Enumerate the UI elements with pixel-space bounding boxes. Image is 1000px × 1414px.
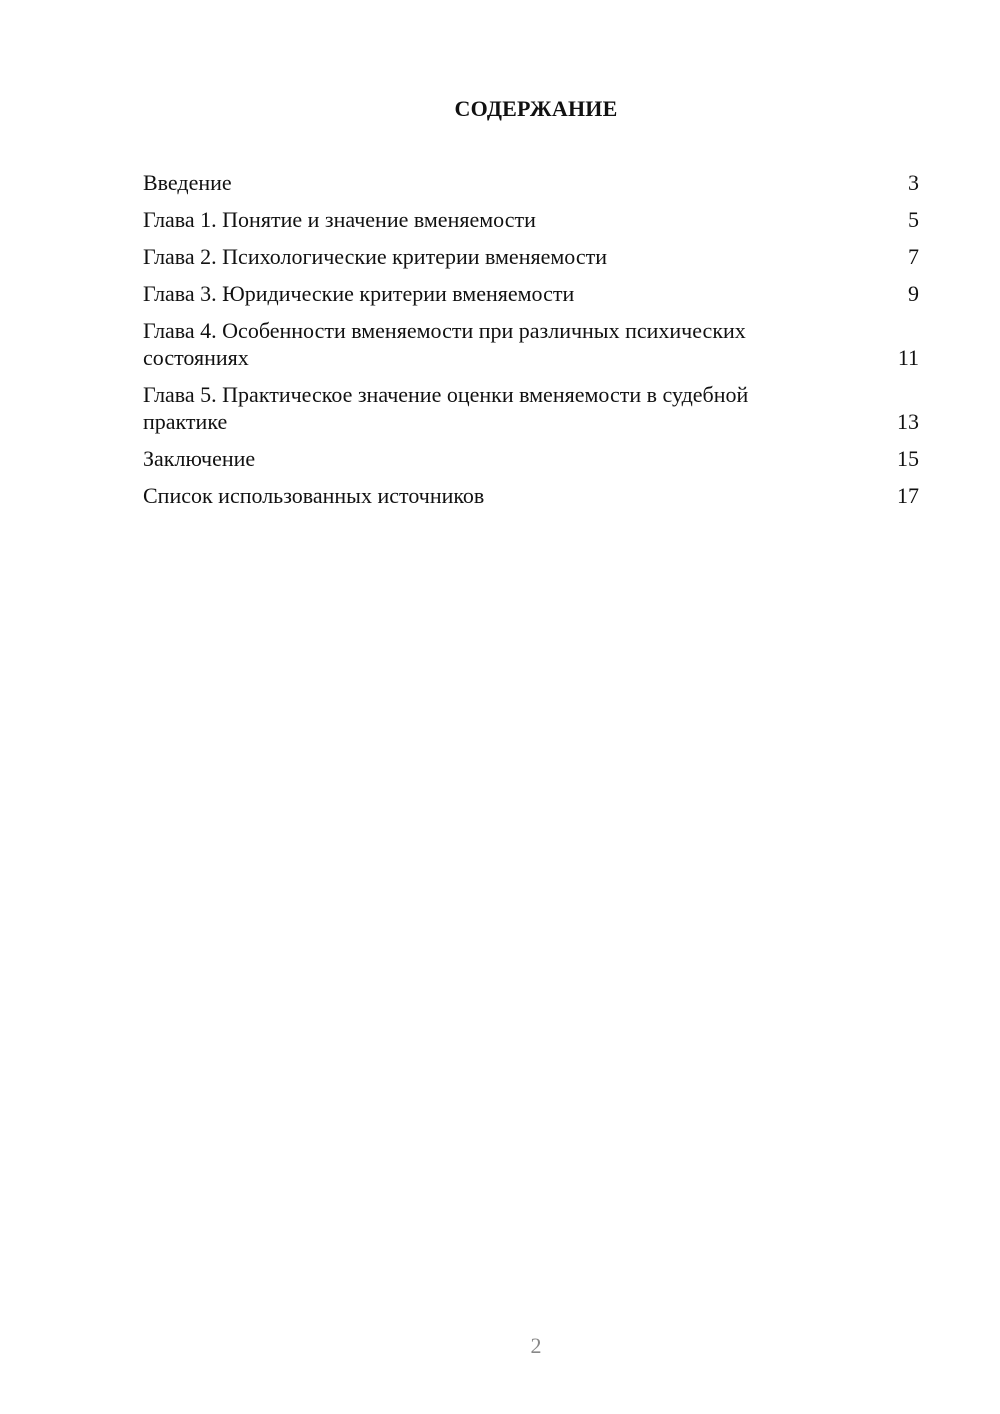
- table-of-contents: [143, 169, 919, 519]
- toc-entry-chapter-1: [143, 206, 919, 233]
- toc-entry-chapter-5: [143, 381, 919, 435]
- toc-entry-page: 5: [908, 207, 919, 232]
- toc-entry-label: Глава 5. Практическое значение оценки вменяемости в судебной практике: [143, 382, 749, 434]
- toc-entry-chapter-3: [143, 280, 919, 307]
- page-number: 2: [530, 1333, 542, 1358]
- toc-entry-conclusion: [143, 445, 919, 472]
- toc-entry-label: Список использованных источников: [143, 483, 485, 508]
- toc-entry-page: 15: [897, 446, 919, 471]
- page-title: СОДЕРЖАНИЕ: [454, 96, 618, 121]
- toc-entry-page: 9: [908, 281, 919, 306]
- toc-entry-page: 11: [897, 345, 919, 370]
- toc-entry-label: Глава 3. Юридические критерии вменяемости: [143, 281, 575, 306]
- toc-entry-page: 7: [908, 244, 919, 269]
- toc-entry-introduction: [143, 169, 919, 196]
- toc-entry-label: Заключение: [143, 446, 256, 471]
- toc-entry-page: 3: [908, 170, 919, 195]
- toc-entry-chapter-4: [143, 317, 919, 371]
- toc-entry-references: [143, 482, 919, 509]
- toc-entry-label: Введение: [143, 170, 232, 195]
- toc-entry-label: Глава 2. Психологические критерии вменяемости: [143, 244, 607, 269]
- toc-entry-page: 13: [897, 409, 919, 434]
- toc-entry-label: Глава 4. Особенности вменяемости при различных психических состояниях: [143, 318, 746, 370]
- toc-entry-page: 17: [897, 483, 919, 508]
- toc-entry-label: Глава 1. Понятие и значение вменяемости: [143, 207, 536, 232]
- toc-entry-chapter-2: [143, 243, 919, 270]
